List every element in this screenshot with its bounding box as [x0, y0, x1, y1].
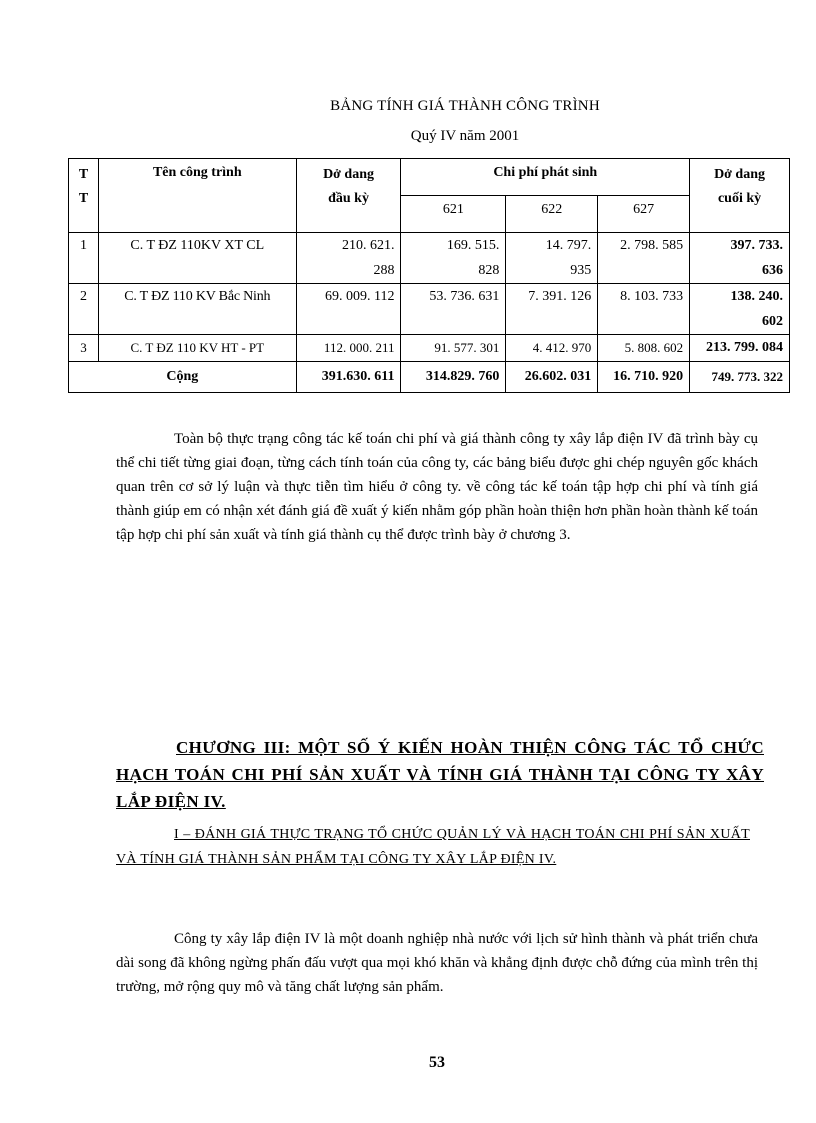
header-costs: Chi phí phát sinh — [401, 159, 690, 196]
total-621: 314.829. 760 — [401, 362, 506, 393]
cell-begin-line1: 210. 621. — [341, 238, 395, 253]
cell-end-line2: 602 — [762, 314, 783, 329]
header-622: 622 — [506, 196, 598, 233]
cell-name: C. T ĐZ 110KV XT CL — [98, 233, 296, 284]
cell-begin: 112. 000. 211 — [296, 335, 401, 362]
table-subtitle: Quý IV năm 2001 — [410, 128, 520, 144]
header-621: 621 — [401, 196, 506, 233]
intro-paragraph: Công ty xây lắp điện IV là một doanh nghiệp nhà nước với lịch sử hình thành và phát triển chưa dài song đã không ngừng phấn đấu vượt qua mọi khó khăn và khẳng định được chỗ đứng của mình trên thị trường, mở rộng quy mô và tăng chất lượng sản phẩm. — [116, 931, 758, 995]
cell-tt: 3 — [69, 335, 99, 362]
total-begin: 391.630. 611 — [296, 362, 401, 393]
section-heading: I – ĐÁNH GIÁ THỰC TRẠNG TỔ CHỨC QUẢN LÝ VÀ HẠCH TOÁN CHI PHÍ SẢN XUẤT VÀ TÍNH GIÁ THÀNH SẢN PHẨM TẠI CÔNG TY XÂY LẮP ĐIỆN IV. — [116, 827, 750, 867]
table-row — [69, 233, 790, 284]
cell-end-line1: 397. 733. — [730, 238, 783, 253]
cell-tt: 1 — [69, 233, 99, 284]
cell-end: 213. 799. 084 — [690, 335, 790, 362]
header-end — [690, 159, 790, 233]
table-row — [69, 335, 790, 362]
summary-paragraph: Toàn bộ thực trạng công tác kế toán chi phí và giá thành công ty xây lắp điện IV đã trình bày cụ thể chi tiết từng giai đoạn, từng cách tính toán của công ty, các bảng biểu được ghi chép nguyên gốc khách quan trên cơ sở lý luận và thực tiễn tìm hiểu ở công ty. về công tác kế toán tập hợp chi phí và tính giá thành giúp em có nhận xét đánh giá đề xuất ý kiến nhằm góp phần hoàn thiện hơn phần hoàn thành kế toán tập hợp chi phí sản xuất và tính giá thành cụ thể được trình bày ở chương 3. — [116, 431, 758, 543]
cell-begin-line2: 288 — [373, 263, 395, 278]
total-label: Cộng — [69, 362, 297, 393]
cell-end — [690, 233, 790, 284]
header-begin-line1: Dở dang — [323, 167, 374, 182]
header-end-line1: Dở dang — [714, 167, 765, 182]
cell-name: C. T ĐZ 110 KV HT - PT — [98, 335, 296, 362]
cell-621-line1: 169. 515. — [446, 238, 500, 253]
cell-621: 91. 577. 301 — [401, 335, 506, 362]
cell-begin — [296, 233, 401, 284]
cell-622-line1: 14. 797. — [545, 238, 592, 253]
header-627: 627 — [598, 196, 690, 233]
total-end: 749. 773. 322 — [690, 362, 790, 393]
header-name: Tên công trình — [98, 159, 296, 233]
cost-table — [68, 158, 790, 393]
header-tt-line2: T — [78, 191, 89, 206]
header-begin — [296, 159, 401, 233]
cell-627: 5. 808. 602 — [598, 335, 690, 362]
cell-627: 2. 798. 585 — [598, 233, 690, 284]
header-tt — [69, 159, 99, 233]
cell-622 — [506, 233, 598, 284]
cell-627: 8. 103. 733 — [598, 284, 690, 335]
cell-621-line2: 828 — [478, 263, 500, 278]
cell-622: 4. 412. 970 — [506, 335, 598, 362]
header-begin-line2: đầu kỳ — [328, 191, 369, 206]
cell-621 — [401, 233, 506, 284]
cell-622: 7. 391. 126 — [506, 284, 598, 335]
cell-621: 53. 736. 631 — [401, 284, 506, 335]
cell-end-line1: 138. 240. — [730, 289, 783, 304]
cell-622-line2: 935 — [570, 263, 592, 278]
total-row — [69, 362, 790, 393]
cell-tt: 2 — [69, 284, 99, 335]
page-number: 53 — [429, 1054, 445, 1071]
header-tt-line1: T — [78, 167, 89, 182]
table-row — [69, 284, 790, 335]
total-627: 16. 710. 920 — [598, 362, 690, 393]
header-end-line2: cuối kỳ — [717, 191, 762, 206]
table-title: BẢNG TÍNH GIÁ THÀNH CÔNG TRÌNH — [330, 98, 600, 114]
cell-name: C. T ĐZ 110 KV Bắc Ninh — [98, 284, 296, 335]
cell-begin: 69. 009. 112 — [296, 284, 401, 335]
cell-end — [690, 284, 790, 335]
cell-end-line2: 636 — [762, 263, 783, 278]
total-622: 26.602. 031 — [506, 362, 598, 393]
chapter-heading: CHƯƠNG III: MỘT SỐ Ý KIẾN HOÀN THIỆN CÔNG TÁC TỔ CHỨC HẠCH TOÁN CHI PHÍ SẢN XUẤT VÀ TÍNH GIÁ THÀNH TẠI CÔNG TY XÂY LẮP ĐIỆN IV. — [116, 738, 764, 811]
